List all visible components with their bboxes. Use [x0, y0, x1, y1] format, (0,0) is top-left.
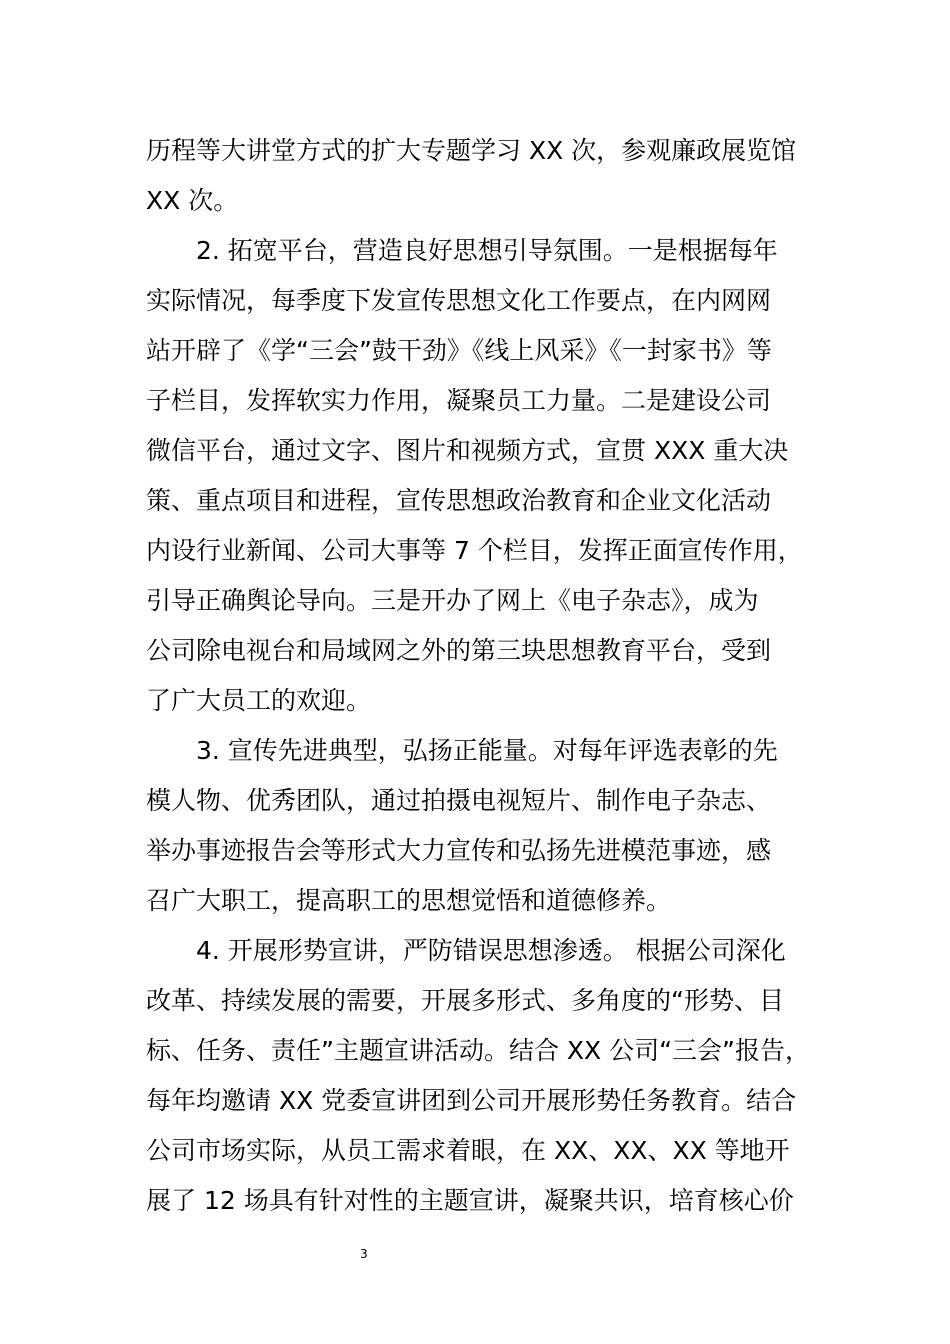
text-line: 引导正确舆论导向。三是开办了网上《电子杂志》，成为: [146, 586, 759, 615]
paragraph-4-heading: 4. 开展形势宣讲，严防错误思想渗透。 根据公司深化: [196, 936, 786, 965]
text-line: 了广大员工的欢迎。: [146, 686, 372, 715]
text-line: 改革、持续发展的需要，开展多形式、多角度的“形势、目: [146, 986, 784, 1015]
text-line: 公司市场实际，从员工需求着眼，在 XX、XX、XX 等地开: [146, 1136, 790, 1165]
paragraph-2-heading: 2. 拓宽平台，营造良好思想引导氛围。一是根据每年: [196, 236, 778, 265]
text-line: 召广大职工，提高职工的思想觉悟和道德修养。: [146, 886, 672, 915]
text-line: 微信平台，通过文字、图片和视频方式，宣贯 XXX 重大决: [146, 436, 789, 465]
text-line: 子栏目，发挥软实力作用，凝聚员工力量。二是建设公司: [146, 386, 772, 415]
text-line: 展了 12 场具有针对性的主题宣讲，凝聚共识，培育核心价: [146, 1186, 794, 1215]
text-line: 举办事迹报告会等形式大力宣传和弘扬先进模范事迹，感: [146, 836, 772, 865]
text-line: 每年均邀请 XX 党委宣讲团到公司开展形势任务教育。结合: [146, 1086, 797, 1115]
text-line: 标、任务、责任”主题宣讲活动。结合 XX 公司“三会”报告，: [146, 1036, 811, 1065]
text-line: 内设行业新闻、公司大事等 7 个栏目，发挥正面宣传作用，: [146, 536, 803, 565]
text-line: 实际情况，每季度下发宣传思想文化工作要点，在内网网: [146, 286, 772, 315]
text-line: 模人物、优秀团队，通过拍摄电视短片、制作电子杂志、: [146, 786, 772, 815]
paragraph-3-heading: 3. 宣传先进典型，弘扬正能量。对每年评选表彰的先: [196, 736, 778, 765]
text-line: 站开辟了《学“三会”鼓干劲》《线上风采》《一封家书》等: [146, 336, 772, 365]
page-number: 3: [360, 1247, 368, 1261]
text-line: XX 次。: [146, 186, 239, 215]
text-line: 策、重点项目和进程，宣传思想政治教育和企业文化活动: [146, 486, 772, 515]
text-line: 历程等大讲堂方式的扩大专题学习 XX 次，参观廉政展览馆: [146, 136, 797, 165]
text-line: 公司除电视台和局域网之外的第三块思想教育平台，受到: [146, 636, 772, 665]
